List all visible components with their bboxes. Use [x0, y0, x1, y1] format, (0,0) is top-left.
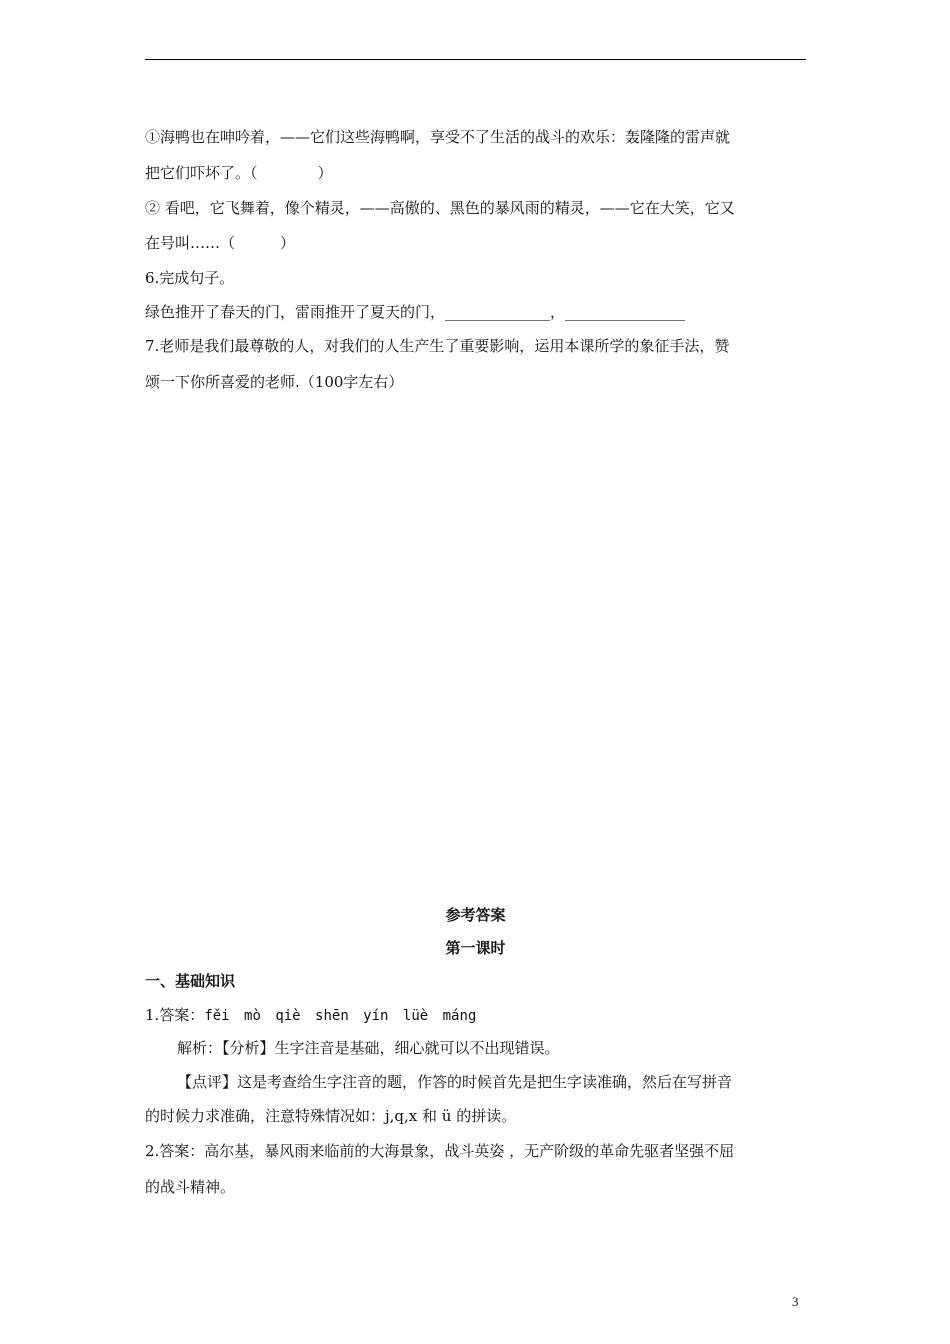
answer-2-line-1: 2.答案：高尔基，暴风雨来临前的大海景象，战斗英姿 ，无产阶级的革命先驱者坚强不屈 [145, 1142, 735, 1160]
answer-1-comment-line-1: 【点评】这是考查给生字注音的题，作答的时候首先是把生字读准确，然后在写拼音 [177, 1073, 733, 1091]
question-6-sentence: 绿色推开了春天的门，雷雨推开了夏天的门，______________，________________ [145, 303, 686, 321]
answers-heading: 参考答案 [445, 906, 506, 924]
answer-2-line-2: 的战斗精神。 [145, 1178, 236, 1196]
question-7-line-1: 7.老师是我们最尊敬的人，对我们的人生产生了重要影响，运用本课所学的象征手法，赞 [145, 337, 730, 355]
page-number: 3 [792, 1294, 799, 1309]
answer-1 [145, 1005, 476, 1026]
answer-1-pinyin: fěi mò qiè shēn yín lüè máng [204, 1008, 477, 1024]
lesson-heading: 第一课时 [445, 939, 506, 957]
question-7-line-2: 颂一下你所喜爱的老师.（100字左右） [145, 373, 404, 391]
answer-1-label: 1.答案： [145, 1006, 205, 1024]
header-rule [145, 59, 806, 60]
question-6-title: 6.完成句子。 [145, 269, 235, 287]
question-5-item-2-line-1: ② 看吧，它飞舞着，像个精灵，——高傲的、黑色的暴风雨的精灵，——它在大笑，它又 [145, 199, 735, 217]
question-5-item-2-line-2: 在号叫……（ ） [145, 234, 296, 252]
question-5-item-1-line-2: 把它们吓坏了。（ ） [145, 164, 333, 182]
answer-1-comment-line-2: 的时候力求准确，注意特殊情况如：j,q,x 和 ü 的拼读。 [145, 1107, 517, 1125]
question-5-item-1-line-1: ①海鸭也在呻吟着，——它们这些海鸭啊，享受不了生活的战斗的欢乐：轰隆隆的雷声就 [145, 128, 731, 146]
section-1-heading: 一、基础知识 [145, 972, 236, 990]
answer-1-analysis: 解析：【分析】生字注音是基础，细心就可以不出现错误。 [177, 1039, 560, 1057]
